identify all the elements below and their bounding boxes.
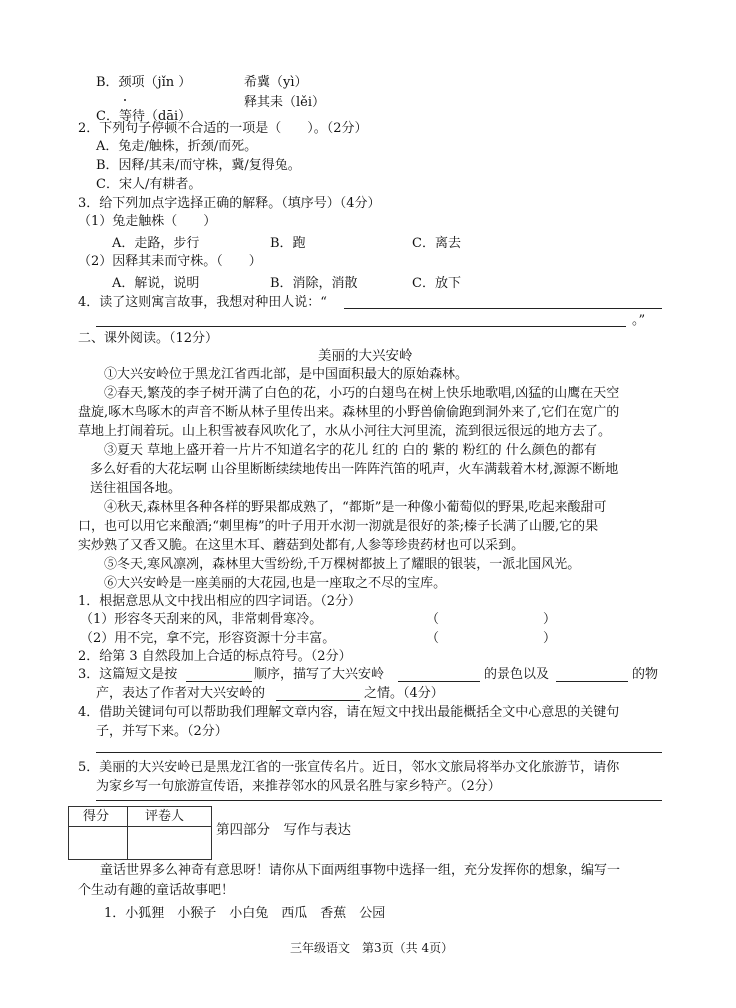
emphasis-dot — [124, 99, 126, 101]
q3-sub2-option-b: B．消除，消散 — [270, 276, 358, 291]
paragraph-3-line-3: 送往祖国各地。 — [90, 481, 182, 496]
reading-q1-a: （1）形容冬天刮来的风，非常刺骨寒冷。 — [80, 612, 323, 627]
q1-option-b-word2: 希冀（yì） — [244, 75, 308, 90]
q3-sub2-option-c: C．放下 — [412, 276, 461, 291]
section-heading: 二、课外阅读。（12分） — [78, 331, 219, 346]
q4-answer-line-1[interactable] — [344, 308, 662, 309]
paragraph-2-line-2: 盘旋,啄木鸟啄木的声音不断从林子里传出来。森林里的小野兽偷偷跑到洞外来了,它们在宽广的 — [78, 405, 620, 420]
part4-intro-line-2: 个生动有趣的童话故事吧！ — [78, 883, 235, 898]
q4-stem: 4．读了这则寓言故事，我想对种田人说：“ — [78, 295, 327, 310]
reading-q1-a-answer[interactable]: （ ） — [426, 612, 557, 627]
paragraph-6: ⑥大兴安岭是一座美丽的大花园,也是一座取之不尽的宝库。 — [104, 576, 447, 591]
reading-q4-line-1: 4．借助关键词句可以帮助我们理解文章内容，请在短文中找出最能概括全文中心意思的关键句 — [78, 705, 620, 720]
q1-option-b-word3: 释其耒（lěi） — [244, 95, 326, 110]
q3-sub2-option-a: A．解说，说明 — [112, 276, 200, 291]
part4-group-1: 1．小狐狸 小猴子 小白兔 西瓜 香蕉 公园 — [104, 906, 386, 921]
page-footer: 三年级语文 第3页（共 4页） — [290, 941, 454, 955]
reading-q5-line-2: 为家乡写一句旅游宣传语，来推荐邻水的风景名胜与家乡特产。（2分） — [96, 779, 501, 794]
reading-q5-line-1: 5．美丽的大兴安岭已是黑龙江省的一张宣传名片。近日，邻水文旅局将举办文化旅游节，请你 — [78, 760, 620, 775]
reading-q4-line-2: 子，并写下来。（2分） — [96, 724, 228, 739]
part4-intro-line-1: 童话世界多么神奇有意思呀！请你从下面两组事物中选择一组，充分发挥你的想象，编写一 — [100, 863, 621, 878]
reading-q3-part4: 的物 — [632, 667, 659, 682]
paragraph-4-line-2: 口，也可以用它来酿酒;“刺里梅”的叶子用开水沏一沏就是很好的茶;榛子长满了山腰,它的果 — [78, 519, 599, 534]
q1-option-c: C．等待（dāi） — [96, 109, 192, 124]
q2-option-c: C．宋人/有耕者。 — [96, 177, 202, 192]
q1-option-b: B．颈项（jǐn ） — [96, 75, 192, 90]
paragraph-3-line-2: 多么好看的大花坛啊 山谷里断断续续地传出一阵阵汽笛的吼声，火车满载着木材,源源不断地 — [90, 462, 619, 477]
reading-q4-answer-line[interactable] — [96, 752, 662, 753]
q4-end: 。” — [632, 313, 646, 328]
paragraph-3-line-1: ③夏天 草地上盛开着一片片不知道名字的花儿 红的 白的 紫的 粉红的 什么颜色的都有 — [104, 443, 597, 458]
paragraph-5: ⑤冬天,寒风凛冽，森林里大雪纷纷,千万棵树都披上了耀眼的银装，一派北国风光。 — [104, 557, 581, 572]
paragraph-4-line-3: 实炒熟了又香又脆。在这里木耳、蘑菇到处都有,人参等珍贵药材也可以采到。 — [78, 538, 525, 553]
paragraph-1: ①大兴安岭位于黑龙江省西北部，是中国面积最大的原始森林。 — [104, 367, 469, 382]
q3-sub1-option-b: B．跑 — [270, 236, 306, 251]
reading-q3-part1: 3．这篇短文是按 — [78, 667, 178, 682]
score-table-divider — [127, 807, 128, 859]
q2-option-b: B．因释/其耒/而守株，冀/复得兔。 — [96, 158, 301, 173]
reading-q3-part6: 之情。（4分） — [364, 686, 444, 701]
q3-sub1-option-c: C．离去 — [412, 236, 461, 251]
score-table — [68, 806, 212, 860]
reading-q1-stem: 1．根据意思从文中找出相应的四字词语。（2分） — [78, 594, 362, 609]
score-label: 得分 — [83, 809, 110, 824]
q3-stem: 3．给下列加点字选择正确的解释。（填序号）（4分） — [78, 196, 381, 211]
paragraph-4-line-1: ④秋天,森林里各种各样的野果都成熟了，“都斯”是一种像小葡萄似的野果,吃起来酸甜可 — [104, 500, 607, 515]
q4-answer-line-2[interactable] — [96, 326, 626, 327]
reading-q3-blank-3[interactable] — [556, 681, 628, 682]
reading-q3-part5: 产，表达了作者对大兴安岭的 — [96, 686, 266, 701]
q3-sub1-option-a: A．走路，步行 — [112, 236, 200, 251]
reading-q3-blank-4[interactable] — [276, 700, 360, 701]
grader-label: 评卷人 — [145, 809, 185, 824]
reading-q2: 2．给第 3 自然段加上合适的标点符号。（2分） — [78, 649, 352, 664]
reading-q5-answer-line[interactable] — [96, 800, 662, 801]
q2-option-a: A．兔走/触株，折颈/而死。 — [96, 139, 258, 154]
paragraph-2-line-1: ②春天,繁茂的李子树开满了白色的花，小巧的白翅鸟在树上快乐地歌唱,凶猛的山鹰在天空 — [104, 386, 620, 401]
paragraph-2-line-3: 草地上打闹着玩。山上积雪被春风吹化了，水从小河往大河里流，流到很远很远的地方去了。 — [78, 424, 612, 439]
article-title: 美丽的大兴安岭 — [318, 348, 413, 364]
score-table-row-divider — [69, 826, 211, 827]
part4-heading: 第四部分 写作与表达 — [216, 822, 351, 838]
q3-sub1: （1）兔走触株（ ） — [78, 214, 217, 229]
q3-sub2: （2）因释其耒而守株。（ ） — [78, 254, 262, 269]
reading-q1-b-answer[interactable]: （ ） — [426, 631, 557, 646]
reading-q1-b: （2）用不完，拿不完，形容资源十分丰富。 — [80, 631, 336, 646]
reading-q3-part3: 的景色以及 — [484, 667, 550, 682]
reading-q3-blank-2[interactable] — [398, 681, 480, 682]
q2-stem: 2．下列句子停顿不合适的一项是（ ）。（2分） — [78, 121, 368, 136]
reading-q3-blank-1[interactable] — [186, 681, 252, 682]
reading-q3-part2: 顺序，描写了大兴安岭 — [254, 667, 385, 682]
